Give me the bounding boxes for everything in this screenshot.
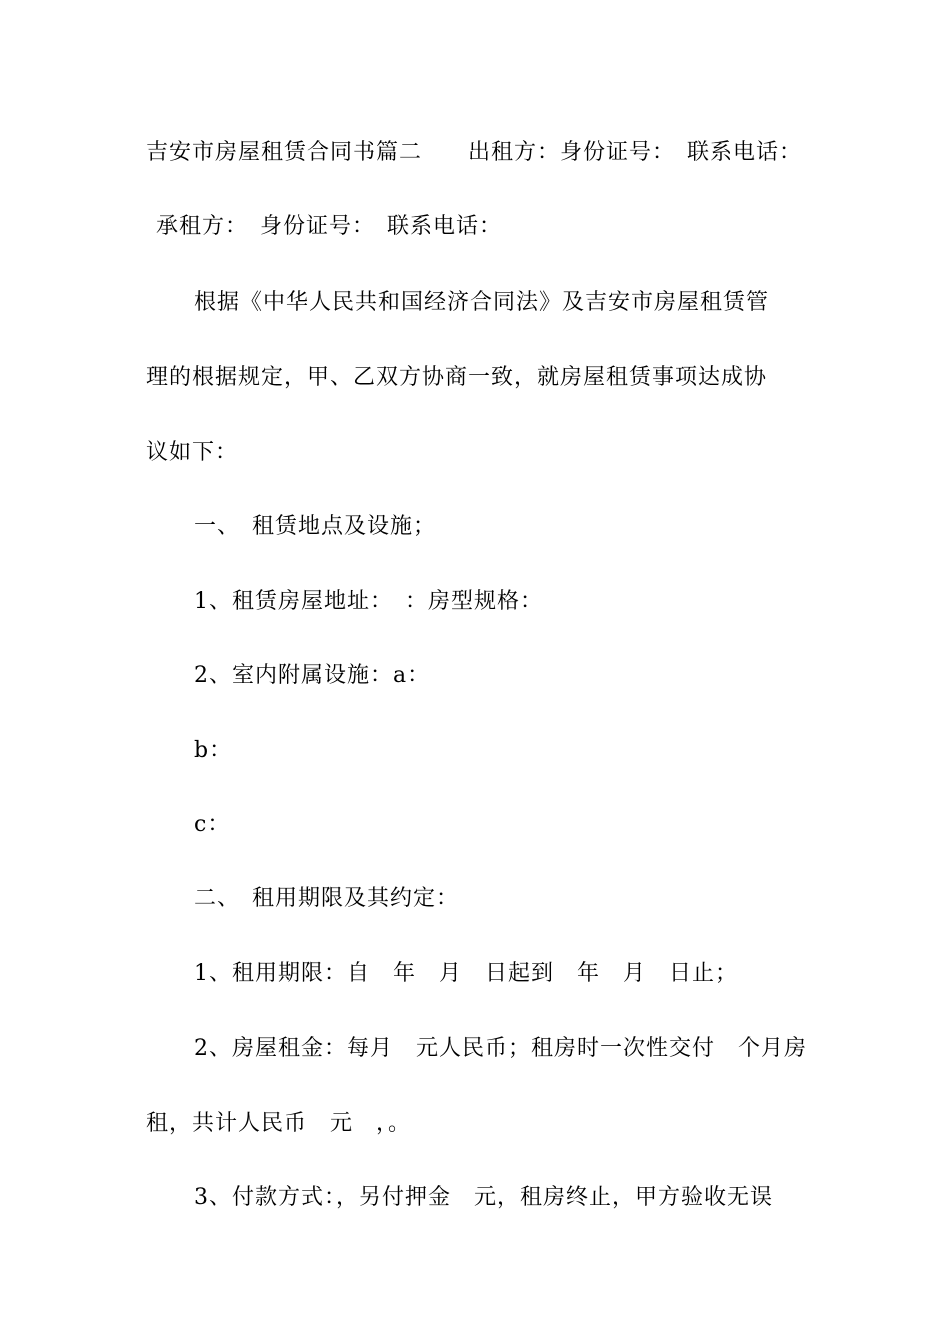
intro-paragraph-line-1: 根据《中华人民共和国经济合同法》及吉安市房屋租赁管 [194,290,770,315]
lessee-info-line: 承租方： 身份证号： 联系电话： [156,214,503,239]
contract-title-line: 吉安市房屋租赁合同书篇二 出租方：身份证号： 联系电话： [146,140,803,165]
clause-2-1: 1、租用期限：自 年 月 日起到 年 月 日止； [194,961,738,986]
clause-1-1: 1、租赁房屋地址： ：房型规格： [194,589,543,614]
intro-paragraph-line-2: 理的根据规定，甲、乙双方协商一致，就房屋租赁事项达成协 [146,365,768,390]
intro-paragraph-line-3: 议如下： [146,440,239,465]
section-heading-1: 一、 租赁地点及设施； [194,514,437,539]
clause-1-2-c: c： [194,812,231,837]
section-heading-2: 二、 租用期限及其约定： [194,886,460,911]
clause-2-2-line-1: 2、房屋租金：每月 元人民币；租房时一次性交付 个月房 [194,1036,807,1061]
clause-2-3: 3、付款方式：，另付押金 元，租房终止，甲方验收无误 [194,1185,773,1210]
clause-1-2: 2、室内附属设施：a： [194,663,431,688]
clause-2-2-line-2: 租，共计人民币 元 ，。 [146,1111,412,1136]
clause-1-2-b: b： [194,738,233,763]
